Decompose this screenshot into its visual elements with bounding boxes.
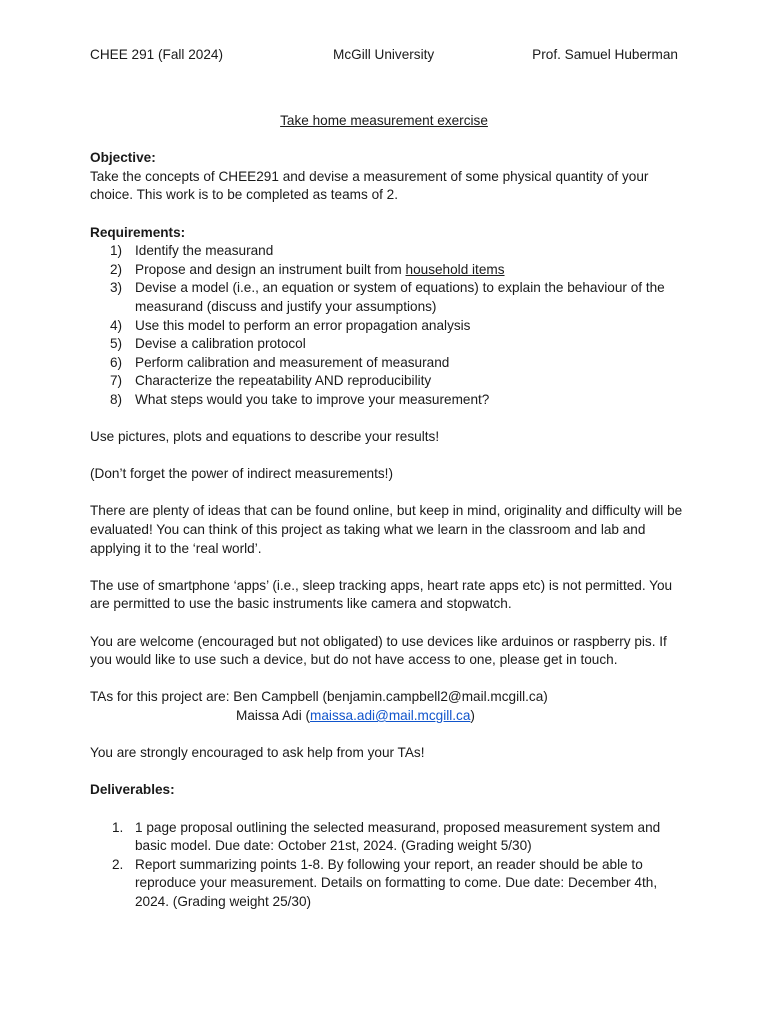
- university-name: McGill University: [333, 47, 435, 62]
- list-item: 5) Devise a calibration protocol: [110, 336, 306, 352]
- deliverables-label: Deliverables:: [90, 782, 175, 798]
- objective-label: Objective:: [90, 150, 156, 166]
- ta-line-2: Maissa Adi (maissa.adi@mail.mcgill.ca): [236, 708, 475, 723]
- document-title: Take home measurement exercise: [280, 113, 488, 128]
- pictures-paragraph: Use pictures, plots and equations to describe your results!: [90, 429, 440, 445]
- page-header: [90, 46, 690, 64]
- list-item: 2) Propose and design an instrument built from household items: [110, 261, 505, 277]
- apps-paragraph: The use of smartphone ‘apps’ (i.e., sleep tracking apps, heart rate apps etc) is not permitted. You are permitted to use the basic instruments like camera and stopwatch.: [90, 577, 673, 612]
- list-item: 1. 1 page proposal outlining the selected measurand, proposed measurement system and basic model. Due date: October 21st, 2024. (Grading weight 5/30): [112, 819, 661, 854]
- indirect-paragraph: (Don’t forget the power of indirect measurements!): [90, 466, 393, 482]
- list-item: 7) Characterize the repeatability AND reproducibility: [110, 373, 432, 389]
- course-code: CHEE 291 (Fall 2024): [90, 47, 223, 62]
- help-paragraph: You are strongly encouraged to ask help from your TAs!: [90, 745, 425, 761]
- devices-paragraph: You are welcome (encouraged but not obligated) to use devices like arduinos or raspberry pis. If you would like to use such a device, but do not have access to one, please get in touch.: [90, 633, 667, 668]
- list-item: 8) What steps would you take to improve your measurement?: [110, 391, 490, 407]
- ideas-paragraph: There are plenty of ideas that can be found online, but keep in mind, originality and difficulty will be evaluated! You can think of this project as taking what we learn in the classroom and lab and applying it to the ‘real world’.: [90, 503, 683, 556]
- deliverables-list: [90, 819, 690, 912]
- requirements-list: [90, 242, 690, 409]
- list-item: 1) Identify the measurand: [110, 243, 274, 259]
- ta-1: Ben Campbell (benjamin.campbell2@mail.mcgill.ca): [233, 689, 548, 705]
- list-item: 3) Devise a model (i.e., an equation or system of equations) to explain the behaviour of the measurand (discuss and justify your assumptions): [110, 280, 665, 314]
- objective-text: Take the concepts of CHEE291 and devise a measurement of some physical quantity of your choice. This work is to be completed as teams of 2.: [90, 168, 649, 203]
- household-items-underline: household items: [405, 261, 505, 277]
- requirements-label: Requirements:: [90, 224, 186, 240]
- professor-name: Prof. Samuel Huberman: [532, 47, 678, 62]
- ta-2-email-link[interactable]: maissa.adi@mail.mcgill.ca: [310, 708, 471, 723]
- list-item: 4) Use this model to perform an error propagation analysis: [110, 317, 471, 333]
- document-page: [90, 46, 690, 912]
- list-item: 2. Report summarizing points 1-8. By following your report, an reader should be able to reproduce your measurement. Details on formatting to come. Due date: December 4th, 2024. (Grading weight 25/30): [112, 856, 658, 909]
- ta-line-1: TAs for this project are: Ben Campbell (benjamin.campbell2@mail.mcgill.ca): [90, 689, 548, 705]
- list-item: 6) Perform calibration and measurement of measurand: [110, 354, 450, 370]
